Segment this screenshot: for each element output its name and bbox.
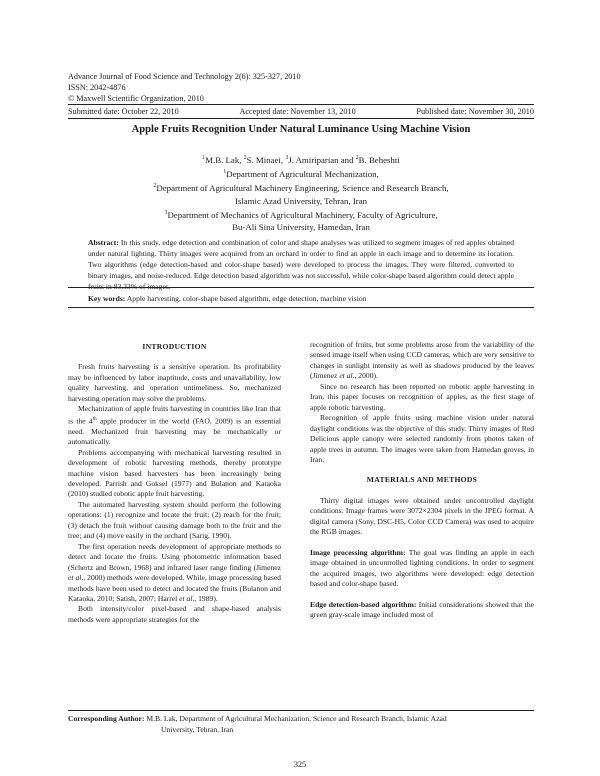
author-sup: 1 [202,155,206,161]
author-name: M.B. Lak, [205,154,244,165]
affiliation-3-line-2: Bu-Ali Sina University, Hamedan, Iran [232,222,370,233]
paragraph-text: recognition of fruits, but some problems arose from the variability of the sensed image itself when using CCD cameras, which are very sensitive to changes in sunlight intensity as well as shadows produced by the leaves (Jimenez [310,340,534,381]
affiliation-sup: 2 [153,183,157,190]
dates-row [68,107,534,116]
paragraph [310,600,534,621]
paragraph [68,542,281,605]
journal-citation: Advance Journal of Food Science and Technology 2(6): 325-327, 2010 [68,72,301,81]
paragraph: Fresh fruits harvesting is a sensitive operation. Its profitability may be influenced by labor inaptitude, costs and unavailability, low quality harvesting, and operation untimeliness. So, mechanized harvesting operation may solve the problems. [68,362,281,403]
paragraph: The automated harvesting system should perform the following operations: (1) recognize and locate the fruit; (2) reach for the fruit; (3) detach the fruit without causing damage both to the fruit and the tree; and (4) move easily in the orchard (Sarig, 1990). [68,499,281,541]
keywords [88,294,514,303]
author-block [68,152,534,233]
paragraph: Thirty digital images were obtained under uncontrolled daylight conditions. Image frames were 3072×2304 pixels in the JPEG format. A digital camera (Sony, DSC-H5, Color CCD Camera) was used to acquire the RGB images. [310,495,534,537]
affiliation-1 [68,166,534,180]
et-al: et al [68,573,82,583]
header-bottom-rule [68,118,534,119]
section-heading-introduction: INTRODUCTION [142,342,207,351]
published-date: Published date: November 30, 2010 [416,107,534,116]
keywords-label: Key words: [88,294,126,303]
accepted-date: Accepted date: November 13, 2010 [239,107,356,116]
paragraph [310,340,534,382]
footer-rule [68,710,534,711]
author-name: S. Minaei, [246,154,286,165]
affiliation-sup: 1 [223,169,227,176]
keywords-text: Apple harvesting, color-shape based algorithm, edge detection, machine vision [125,294,367,303]
paragraph-text: The first operation needs development of appropriate methods to detect and locate the fruits. Using photometric information based (Schertz and Brown, 1968) and infrared laser range finding (Jimenez [68,541,281,572]
corresponding-label: Corresponding Author: [68,714,145,723]
et-al: et al [179,593,193,603]
affiliation-text: Department of Agricultural Mechanization, [226,169,379,180]
paragraph-text: Mechanization of apple fruits harvesting in countries like Iran that is the 4 [68,404,281,426]
author-sup: 3 [285,155,289,161]
page-number: 325 [293,760,307,769]
abstract-text: In this study, edge detection and combination of color and shape analyses was utilized to segment images of red apples obtained under natural lighting. Thirty images were acquired from an orchard in order to find an apple in each image and to determine its location. Two algorithms (edge detection-based and color-shape based) were developed to process the images. They were filtered, converted to binary images, and noise-reduced. Edge detection based algorithm was not successful, while color-shape based algorithm could detect apple fruits in 83.33% of images. [88,238,514,291]
journal-copyright: © Maxwell Scientific Organization, 2010 [68,94,204,104]
corresponding-author [68,714,534,735]
header-top-rule [68,104,534,105]
affiliation-3 [68,207,534,221]
journal-issn: ISSN: 2042-4876 [68,83,126,93]
affiliation-sup: 3 [164,209,168,216]
paragraph [68,404,281,447]
affiliation-text: Department of Agricultural Machinery Engineering, Science and Research Branch, [156,183,449,194]
section-heading-materials-methods: MATERIALS AND METHODS [366,475,478,485]
journal-header [68,71,301,105]
author-name: J. Amiriparian and [288,154,356,165]
affiliation-2-line-2: Islamic Azad University, Tehran, Iran [234,195,368,206]
author-sup: 2 [243,155,247,161]
submitted-date: Submitted date: October 22, 2010 [68,107,179,116]
left-column [68,342,281,625]
paragraph-text: apple producer in the world (FAO, 2009) is an essential need. Mechanized fruit harvesting may be mechanically or automatically. [68,416,282,447]
paragraph: Recognition of apple fruits using machine vision under natural daylight conditions was the objective of this study. Thirty images of Red Delicious apple canopy were selected randomly from photos taken of apple trees in autumn. The images were taken from Hamedan groves, in Iran. [310,413,534,464]
corresponding-line-1 [68,714,534,725]
affiliation-text: Department of Mechanics of Agricultural Machinery, Faculty of Agriculture, [167,209,438,220]
paragraph-text: The goal was finding an apple in each image obtained in uncontrolled lighting conditions. In order to segment the acquired images, two algorithms were developed: edge detection based and color-shape based. [310,547,534,589]
author-name: B. Beheshti [358,154,400,165]
paragraph: Since no research has been reported on robotic apple harvesting in Iran, this paper focuses on recognition of apples, as the first stage of apple robotic harvesting. [310,381,534,412]
paragraph: Problems accompanying with mechanical harvesting resulted in development of robotic harvesting methods, thereby prototype machine vision based harvesters has been increasingly being developed. Parrish and Goksel (1977) and Bulanon and Kataoka (2010) studied robotic apple fruit harvesting. [68,447,281,499]
abstract [88,238,514,293]
paragraph-text: ., 2000) methods were developed. While, image processing based methods have been used to detect and located the fruits (Bulanon and Kataoka, 2010; Satish, 2007; Harrel [68,573,281,603]
paragraph: Both intensity/color pixel-based and shape-based analysis methods were appropriate strategies for the [68,604,281,624]
paragraph [310,548,534,590]
subsection-label: Image processing algorithm: [310,547,406,557]
ordinal-sup: th [92,416,97,422]
paper-title: Apple Fruits Recognition Under Natural Luminance Using Machine Vision [131,124,471,135]
affiliation-2 [68,180,534,194]
keywords-rule [68,307,534,308]
corresponding-line-2: University, Tehran, Iran [161,724,234,734]
paragraph-text: ., 1989). [192,593,218,603]
corresponding-text: M.B. Lak, Department of Agricultural Mechanization, Science and Research Branch, Islamic Azad [144,714,447,723]
subsection-label: Edge detection-based algorithm: [310,599,417,609]
et-al: et al [339,371,353,381]
abstract-label: Abstract: [88,238,119,247]
abstract-rule [68,287,534,288]
author-sup: 2 [355,155,359,161]
author-list [68,152,534,166]
right-column [310,340,534,620]
paragraph-text: Initial considerations showed that the green gray-scale image included most of [310,599,534,619]
paragraph-text: ., 2000). [352,371,378,381]
